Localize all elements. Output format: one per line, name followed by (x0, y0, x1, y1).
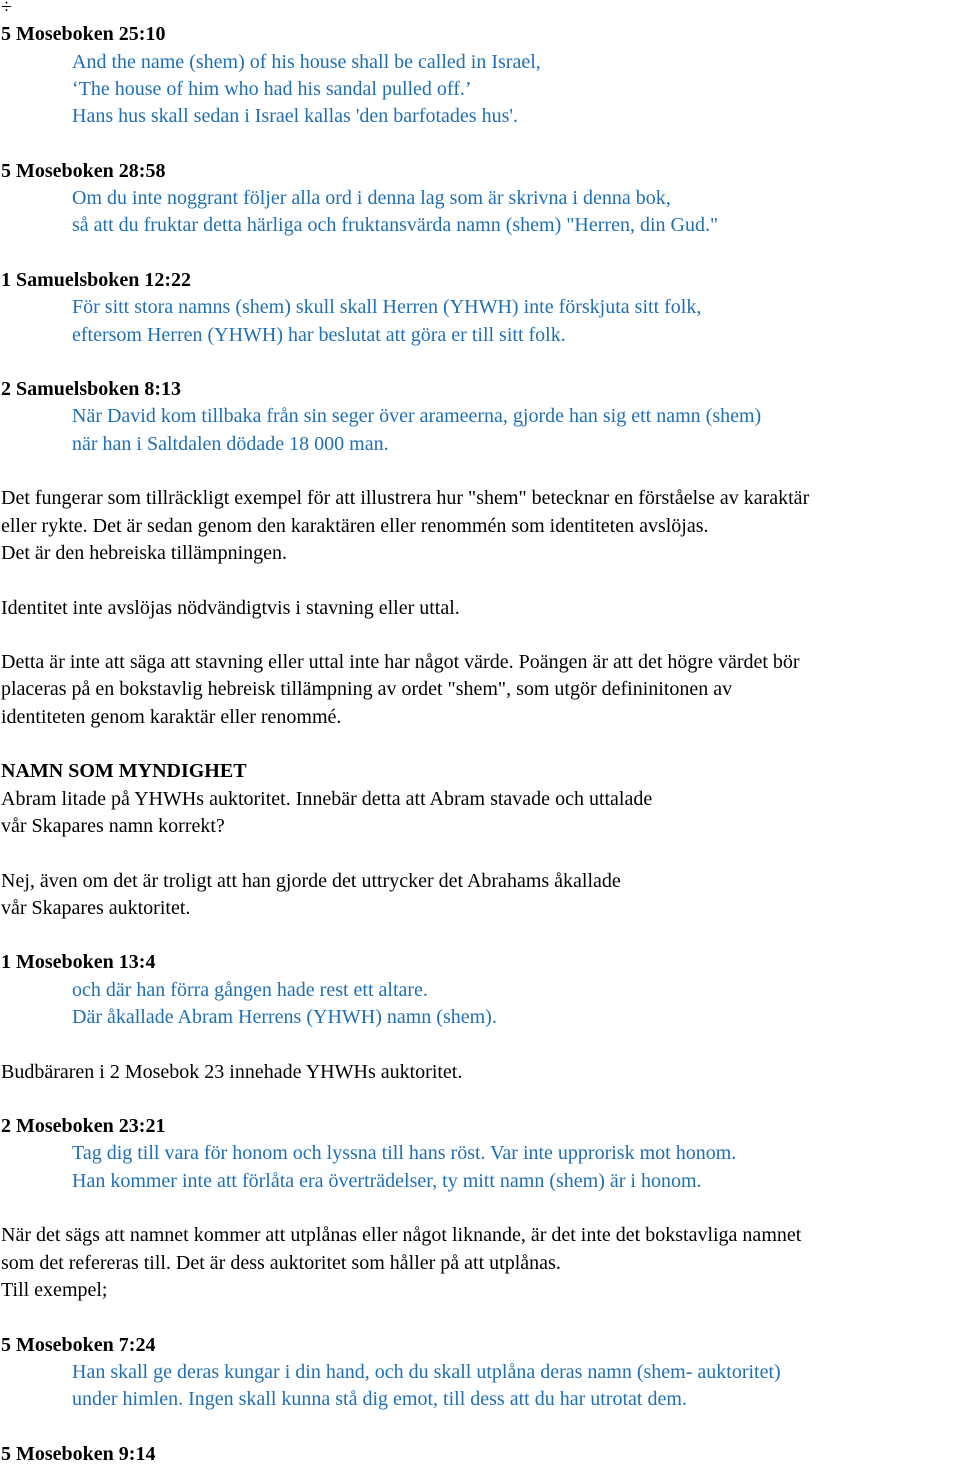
verse-line: när han i Saltdalen dödade 18 000 man. (72, 432, 389, 455)
paragraph-line: placeras på en bokstavlig hebreisk tillämpning av ordet "shem", som utgör defininitonen av (1, 678, 733, 701)
scripture-reference: 1 Moseboken 13:4 (1, 951, 156, 974)
scripture-block (1, 267, 957, 349)
verse-line: När David kom tillbaka från sin seger över arameerna, gjorde han sig ett namn (shem) (72, 405, 762, 428)
verse-line: Hans hus skall sedan i Israel kallas 'den barfotades hus'. (72, 105, 518, 128)
verse-line: eftersom Herren (YHWH) har beslutat att göra er till sitt folk. (72, 323, 566, 346)
body-paragraph (1, 649, 957, 731)
scripture-reference: 1 Samuelsboken 12:22 (1, 268, 192, 291)
paragraph-line: som det refereras till. Det är dess auktoritet som håller på att utplånas. (1, 1251, 561, 1274)
scripture-reference: 5 Moseboken 28:58 (1, 159, 166, 182)
paragraph-line: Abram litade på YHWHs auktoritet. Innebär detta att Abram stavade och uttalade (1, 787, 653, 810)
scripture-block (1, 376, 957, 458)
scripture-reference: 2 Samuelsboken 8:13 (1, 378, 182, 401)
spacer (1, 349, 957, 376)
spacer (1, 240, 957, 267)
verse-line: Tag dig till vara för honom och lyssna till hans röst. Var inte upprorisk mot honom. (72, 1142, 737, 1165)
paragraph-line: vår Skapares auktoritet. (1, 896, 191, 919)
spacer (1, 1031, 957, 1058)
body-paragraph (1, 1059, 957, 1086)
paragraph-line: vår Skapares namn korrekt? (1, 814, 225, 837)
paragraph-line: Detta är inte att säga att stavning eller uttal inte har något värde. Poängen är att det högre värdet bör (1, 651, 800, 674)
spacer (1, 840, 957, 867)
body-paragraph (1, 595, 957, 622)
division-sign-mark: ÷ (1, 0, 12, 18)
verse-line: ‘The house of him who had his sandal pulled off.’ (72, 77, 472, 100)
verse-line: Där åkallade Abram Herrens (YHWH) namn (shem). (72, 1005, 497, 1028)
spacer (1, 922, 957, 949)
paragraph-line: Till exempel; (1, 1278, 108, 1301)
spacer (1, 1195, 957, 1222)
spacer (1, 567, 957, 594)
spacer (1, 622, 957, 649)
body-paragraph (1, 1222, 957, 1304)
verse-line: För sitt stora namns (shem) skull skall Herren (YHWH) inte förskjuta sitt folk, (72, 296, 702, 319)
verse-line: så att du fruktar detta härliga och fruktansvärda namn (shem) "Herren, din Gud." (72, 214, 719, 237)
scripture-reference: 5 Moseboken 9:14 (1, 1442, 156, 1465)
section-heading: NAMN SOM MYNDIGHET (1, 760, 247, 783)
paragraph-line: Det är den hebreiska tillämpningen. (1, 541, 288, 564)
scripture-block (1, 1113, 957, 1195)
scripture-reference: 2 Moseboken 23:21 (1, 1115, 166, 1138)
spacer (1, 1304, 957, 1331)
verse-line: Han skall ge deras kungar i din hand, och du skall utplåna deras namn (shem- auktoritet) (72, 1360, 781, 1383)
scripture-block (1, 21, 957, 130)
spacer (1, 130, 957, 157)
verse-line: och där han förra gången hade rest ett altare. (72, 978, 428, 1001)
paragraph-line: När det sägs att namnet kommer att utplånas eller något liknande, är det inte det bokstavliga namnet (1, 1224, 802, 1247)
verse-line: Han kommer inte att förlåta era överträdelser, ty mitt namn (shem) är i honom. (72, 1169, 702, 1192)
paragraph-line: Budbäraren i 2 Mosebok 23 innehade YHWHs auktoritet. (1, 1060, 463, 1083)
scripture-reference: 5 Moseboken 7:24 (1, 1333, 156, 1356)
verse-line: under himlen. Ingen skall kunna stå dig emot, till dess att du har utrotat dem. (72, 1388, 687, 1411)
spacer (1, 731, 957, 758)
verse-line: And the name (shem) of his house shall be called in Israel, (72, 50, 541, 73)
spacer (1, 1086, 957, 1113)
paragraph-line: Nej, även om det är troligt att han gjorde det uttrycker det Abrahams åkallade (1, 869, 621, 892)
body-paragraph (1, 868, 957, 923)
scripture-block (1, 158, 957, 240)
scripture-reference: 5 Moseboken 25:10 (1, 23, 166, 46)
scripture-block (1, 949, 957, 1031)
verse-line: Om du inte noggrant följer alla ord i denna lag som är skrivna i denna bok, (72, 187, 671, 210)
document-page (1, 0, 957, 1468)
paragraph-line: Det fungerar som tillräckligt exempel för att illustrera hur "shem" betecknar en förståelse av karaktär (1, 487, 810, 510)
paragraph-line: Identitet inte avslöjas nödvändigtvis i stavning eller uttal. (1, 596, 460, 619)
body-paragraph (1, 485, 957, 567)
spacer (1, 458, 957, 485)
paragraph-line: eller rykte. Det är sedan genom den karaktären eller renommén som identiteten avslöjas. (1, 514, 709, 537)
scripture-block (1, 1441, 957, 1468)
section-block (1, 758, 957, 840)
spacer (1, 1413, 957, 1440)
scripture-block (1, 1332, 957, 1414)
paragraph-line: identiteten genom karaktär eller renommé. (1, 705, 342, 728)
